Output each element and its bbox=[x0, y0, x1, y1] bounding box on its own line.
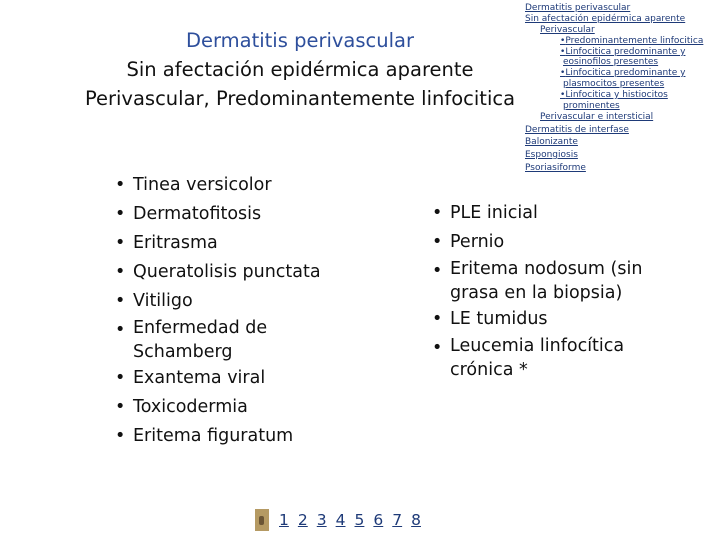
page-subtitle: Sin afectación epidérmica aparente bbox=[126, 58, 474, 81]
nav-link-perivascular[interactable]: Perivascular bbox=[540, 25, 595, 35]
list-item bbox=[432, 334, 682, 382]
slide-pager bbox=[255, 508, 430, 532]
right-diagnosis-list bbox=[432, 199, 682, 382]
list-item-text: • Leucemia linfocítica bbox=[450, 336, 625, 356]
list-item-text: PLE inicial bbox=[450, 203, 538, 223]
nav-link-histiocitos-2[interactable]: prominentes bbox=[563, 101, 620, 111]
page-link-6[interactable]: 6 bbox=[373, 511, 384, 529]
list-item-text: Dermatofitosis bbox=[133, 204, 262, 224]
list-item bbox=[432, 199, 682, 228]
list-item bbox=[432, 228, 682, 257]
list-item bbox=[115, 422, 355, 451]
list-item-text: Vitiligo bbox=[133, 291, 193, 311]
left-diagnosis-list bbox=[115, 171, 355, 451]
page-link-8[interactable]: 8 bbox=[411, 511, 421, 529]
list-item bbox=[115, 258, 355, 287]
list-item-text: Queratolisis punctata bbox=[133, 262, 321, 282]
list-item bbox=[115, 229, 355, 258]
nav-link-eosinofilos-1[interactable]: • Linfocitica predominante y bbox=[560, 47, 685, 58]
nav-link-eosinofilos-2[interactable]: eosinofilos presentes bbox=[563, 57, 659, 67]
nav-link-predominantemente-linfocitica[interactable]: • Predominantemente linfocitica bbox=[560, 36, 703, 47]
page-link-4[interactable]: 4 bbox=[335, 511, 346, 529]
nav-link-balonizante[interactable]: Balonizante bbox=[525, 137, 578, 147]
list-item bbox=[115, 393, 355, 422]
nav-link-dermatitis-perivascular[interactable]: Dermatitis perivascular bbox=[525, 3, 631, 13]
page-subtitle-2: Perivascular, Predominantemente linfocitica bbox=[84, 87, 516, 110]
navigation-tree bbox=[0, 0, 720, 180]
list-item-text: Eritema figuratum bbox=[133, 426, 294, 446]
slide-thumbnail-icon[interactable] bbox=[255, 509, 269, 531]
list-item bbox=[432, 257, 682, 305]
list-item-text: Pernio bbox=[450, 232, 505, 252]
list-item bbox=[115, 364, 355, 393]
page-link-3[interactable]: 3 bbox=[316, 511, 327, 529]
list-item-text: LE tumidus bbox=[450, 309, 548, 329]
nav-link-histiocitos-1[interactable]: • Linfocitica y histiocitos bbox=[560, 90, 668, 101]
page-link-2[interactable]: 2 bbox=[297, 511, 308, 529]
list-item-text: Eritrasma bbox=[133, 233, 218, 253]
list-item-text: Tinea versicolor bbox=[133, 175, 272, 195]
list-item-text: • Eritema nodosum (sin bbox=[450, 259, 643, 279]
list-item-text: Toxicodermia bbox=[133, 397, 248, 417]
list-item-text: • Enfermedad de bbox=[133, 318, 268, 338]
page-title: Dermatitis perivascular bbox=[185, 29, 415, 52]
nav-link-perivascular-intersticial[interactable]: Perivascular e intersticial bbox=[540, 112, 654, 122]
nav-link-plasmocitos-2[interactable]: plasmocitos presentes bbox=[563, 79, 665, 89]
page-link-7[interactable]: 7 bbox=[392, 511, 403, 529]
list-item bbox=[115, 316, 355, 364]
nav-link-espongiosis[interactable]: Espongiosis bbox=[525, 150, 578, 160]
list-item-text-cont: crónica * bbox=[450, 360, 528, 380]
list-item bbox=[432, 305, 682, 334]
nav-link-sin-afectacion[interactable]: Sin afectación epidérmica aparente bbox=[525, 14, 686, 24]
list-item-text: Exantema viral bbox=[133, 368, 266, 388]
list-item-text-cont: grasa en la biopsia) bbox=[450, 283, 623, 303]
page-link-5[interactable]: 5 bbox=[354, 511, 365, 529]
list-item-text-cont: Schamberg bbox=[133, 342, 233, 362]
nav-link-interfase[interactable]: Dermatitis de interfase bbox=[525, 125, 629, 135]
nav-link-psoriasiforme[interactable]: Psoriasiforme bbox=[525, 163, 586, 173]
list-item bbox=[115, 200, 355, 229]
nav-link-plasmocitos-1[interactable]: • Linfocitica predominante y bbox=[560, 68, 685, 79]
list-item bbox=[115, 171, 355, 200]
list-item bbox=[115, 287, 355, 316]
page-link-1[interactable]: 1 bbox=[279, 511, 289, 529]
